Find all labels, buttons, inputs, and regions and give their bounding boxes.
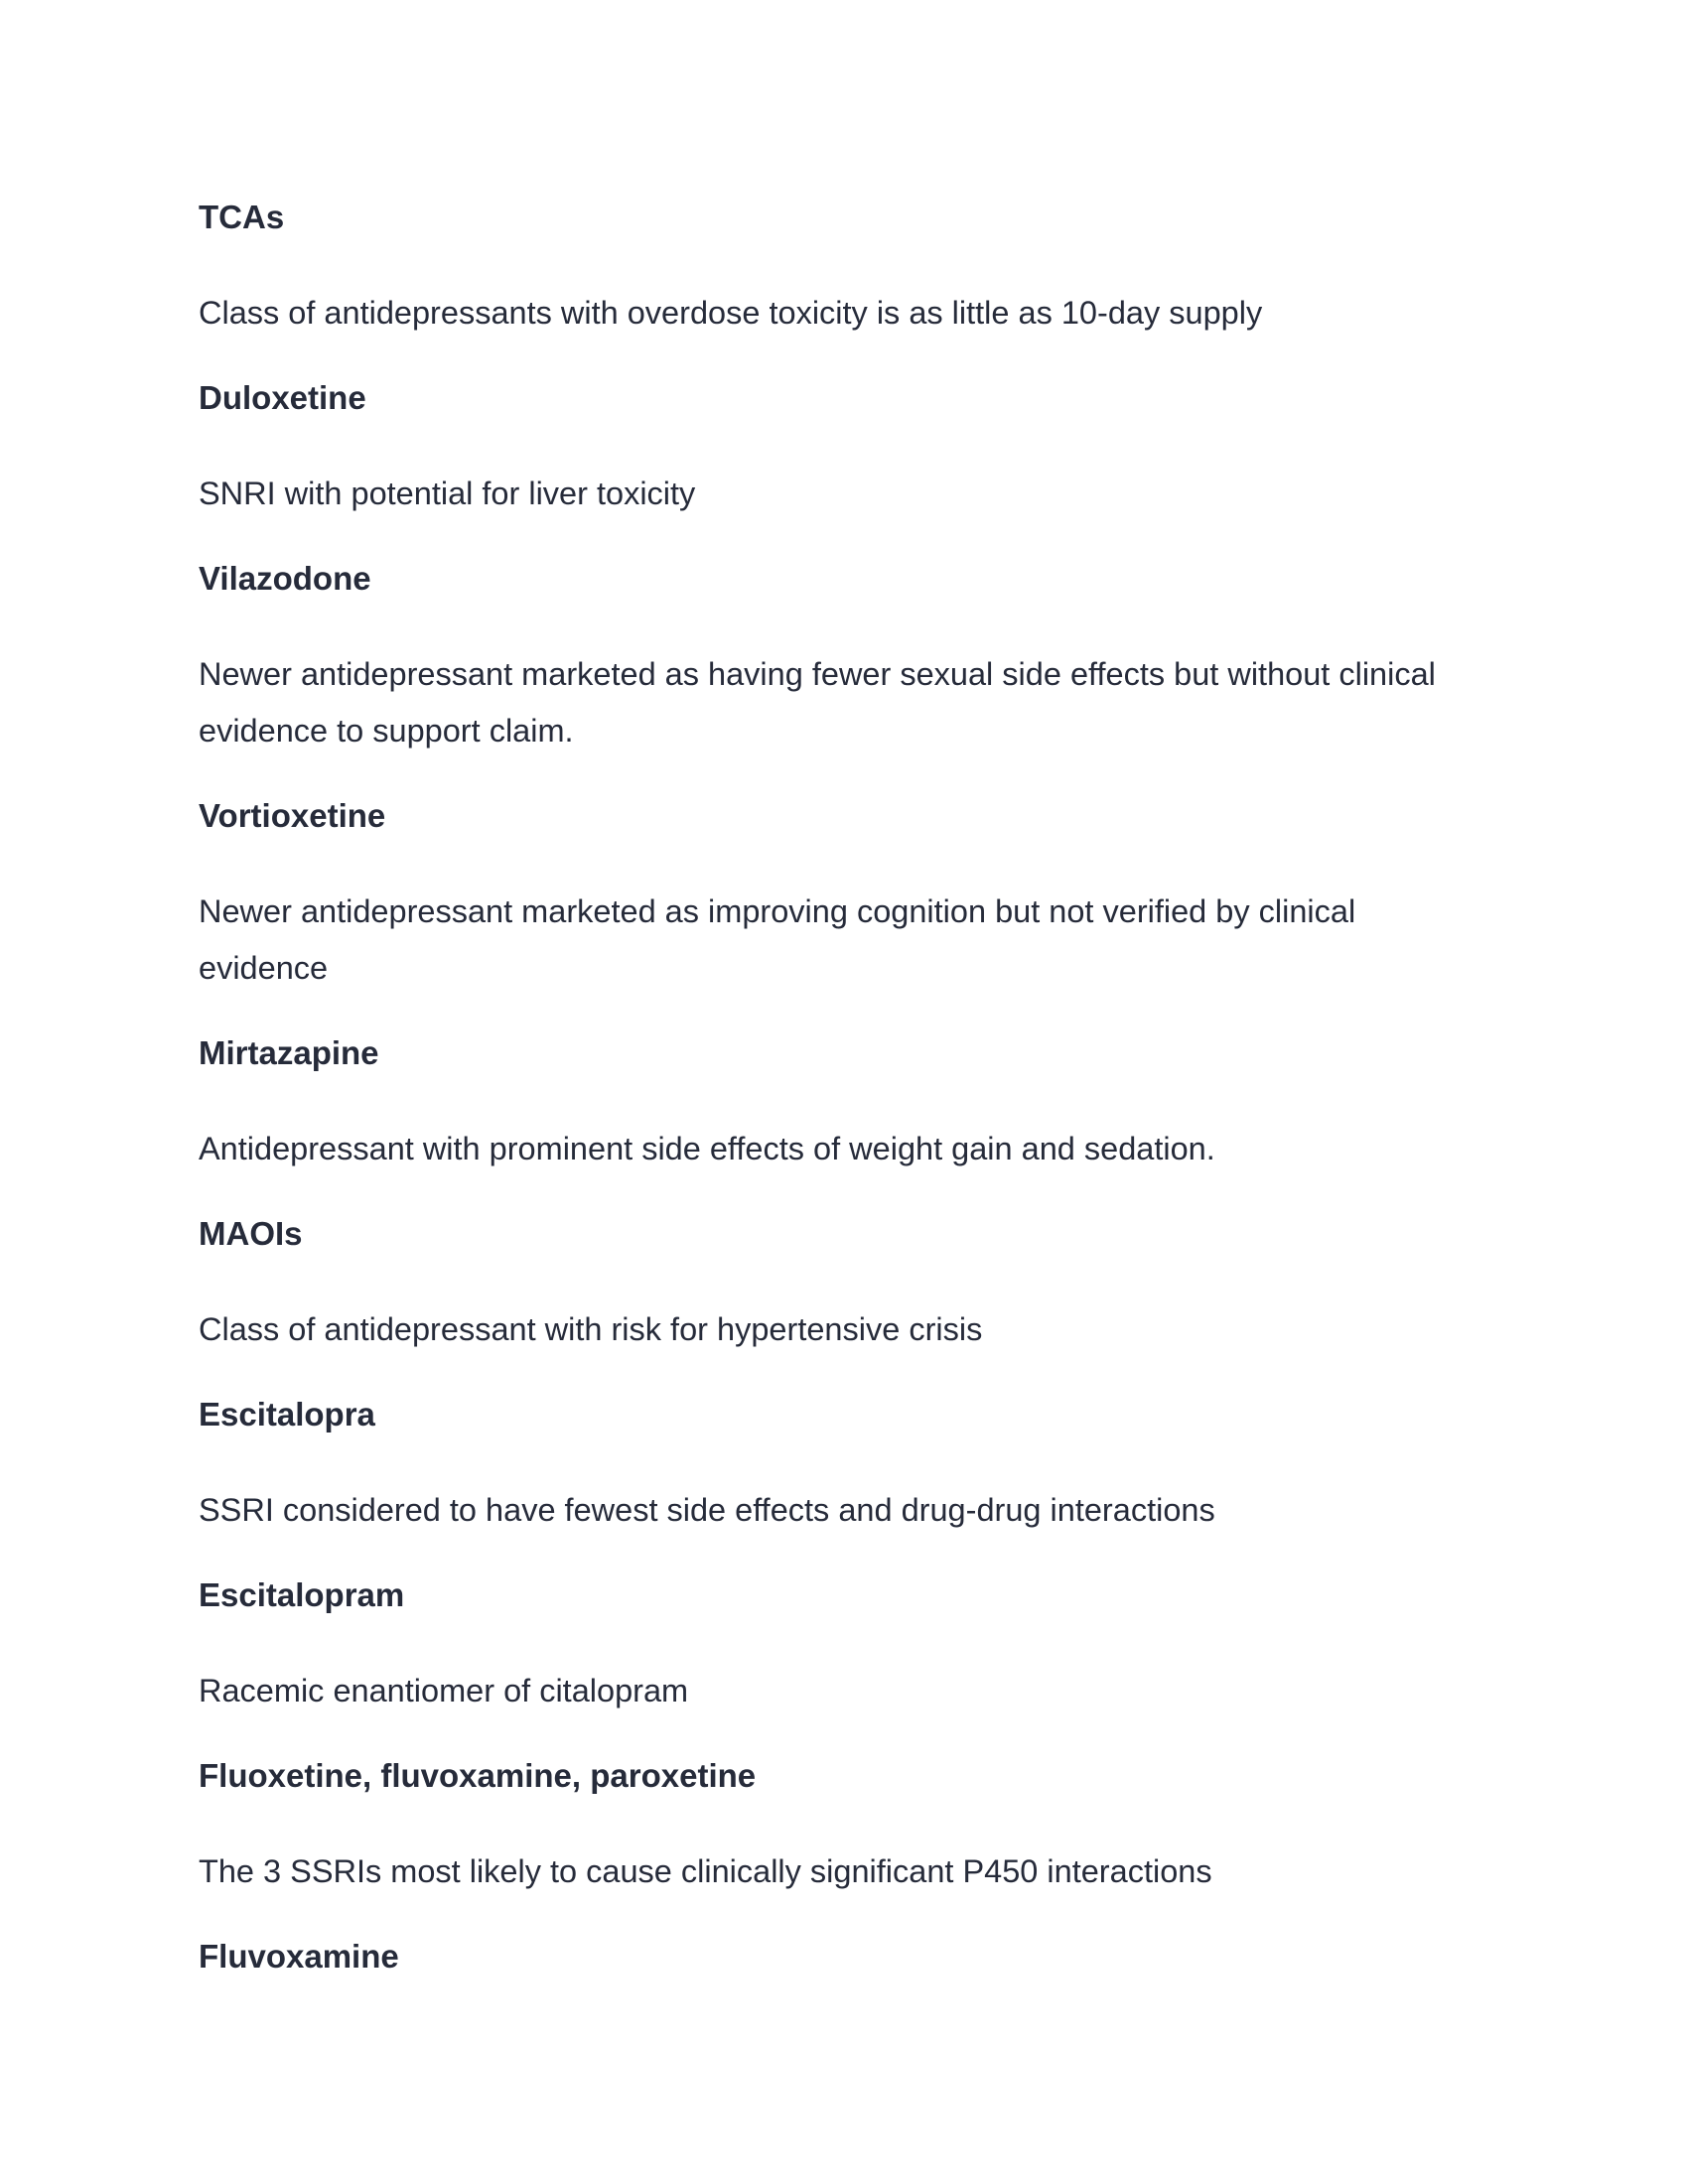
card-term: Vortioxetine xyxy=(199,797,386,834)
card-term: TCAs xyxy=(199,199,285,235)
card-term: MAOIs xyxy=(199,1215,303,1252)
card-definition: Racemic enantiomer of citalopram xyxy=(199,1673,689,1708)
card-term: Duloxetine xyxy=(199,379,366,416)
card-definition: SNRI with potential for liver toxicity xyxy=(199,476,696,511)
card-definition: Antidepressant with prominent side effects of weight gain and sedation. xyxy=(199,1131,1215,1166)
card-term: Fluvoxamine xyxy=(199,1938,399,1975)
card-definition: SSRI considered to have fewest side effects and drug-drug interactions xyxy=(199,1492,1215,1528)
card-term: Escitalopra xyxy=(199,1396,375,1433)
card-term: Vilazodone xyxy=(199,560,371,597)
card-term: Mirtazapine xyxy=(199,1034,379,1071)
card-definition: Newer antidepressant marketed as having fewer sexual side effects but without clinical evidence to support claim. xyxy=(199,656,1436,749)
card-term: Fluoxetine, fluvoxamine, paroxetine xyxy=(199,1757,757,1794)
card-term: Escitalopram xyxy=(199,1576,405,1613)
card-definition: Class of antidepressant with risk for hypertensive crisis xyxy=(199,1311,983,1347)
card-definition: Newer antidepressant marketed as improving cognition but not verified by clinical evidence xyxy=(199,893,1356,986)
document-page xyxy=(199,195,1489,2024)
card-definition: Class of antidepressants with overdose toxicity is as little as 10-day supply xyxy=(199,295,1263,331)
card-definition: The 3 SSRIs most likely to cause clinically significant P450 interactions xyxy=(199,1853,1212,1889)
